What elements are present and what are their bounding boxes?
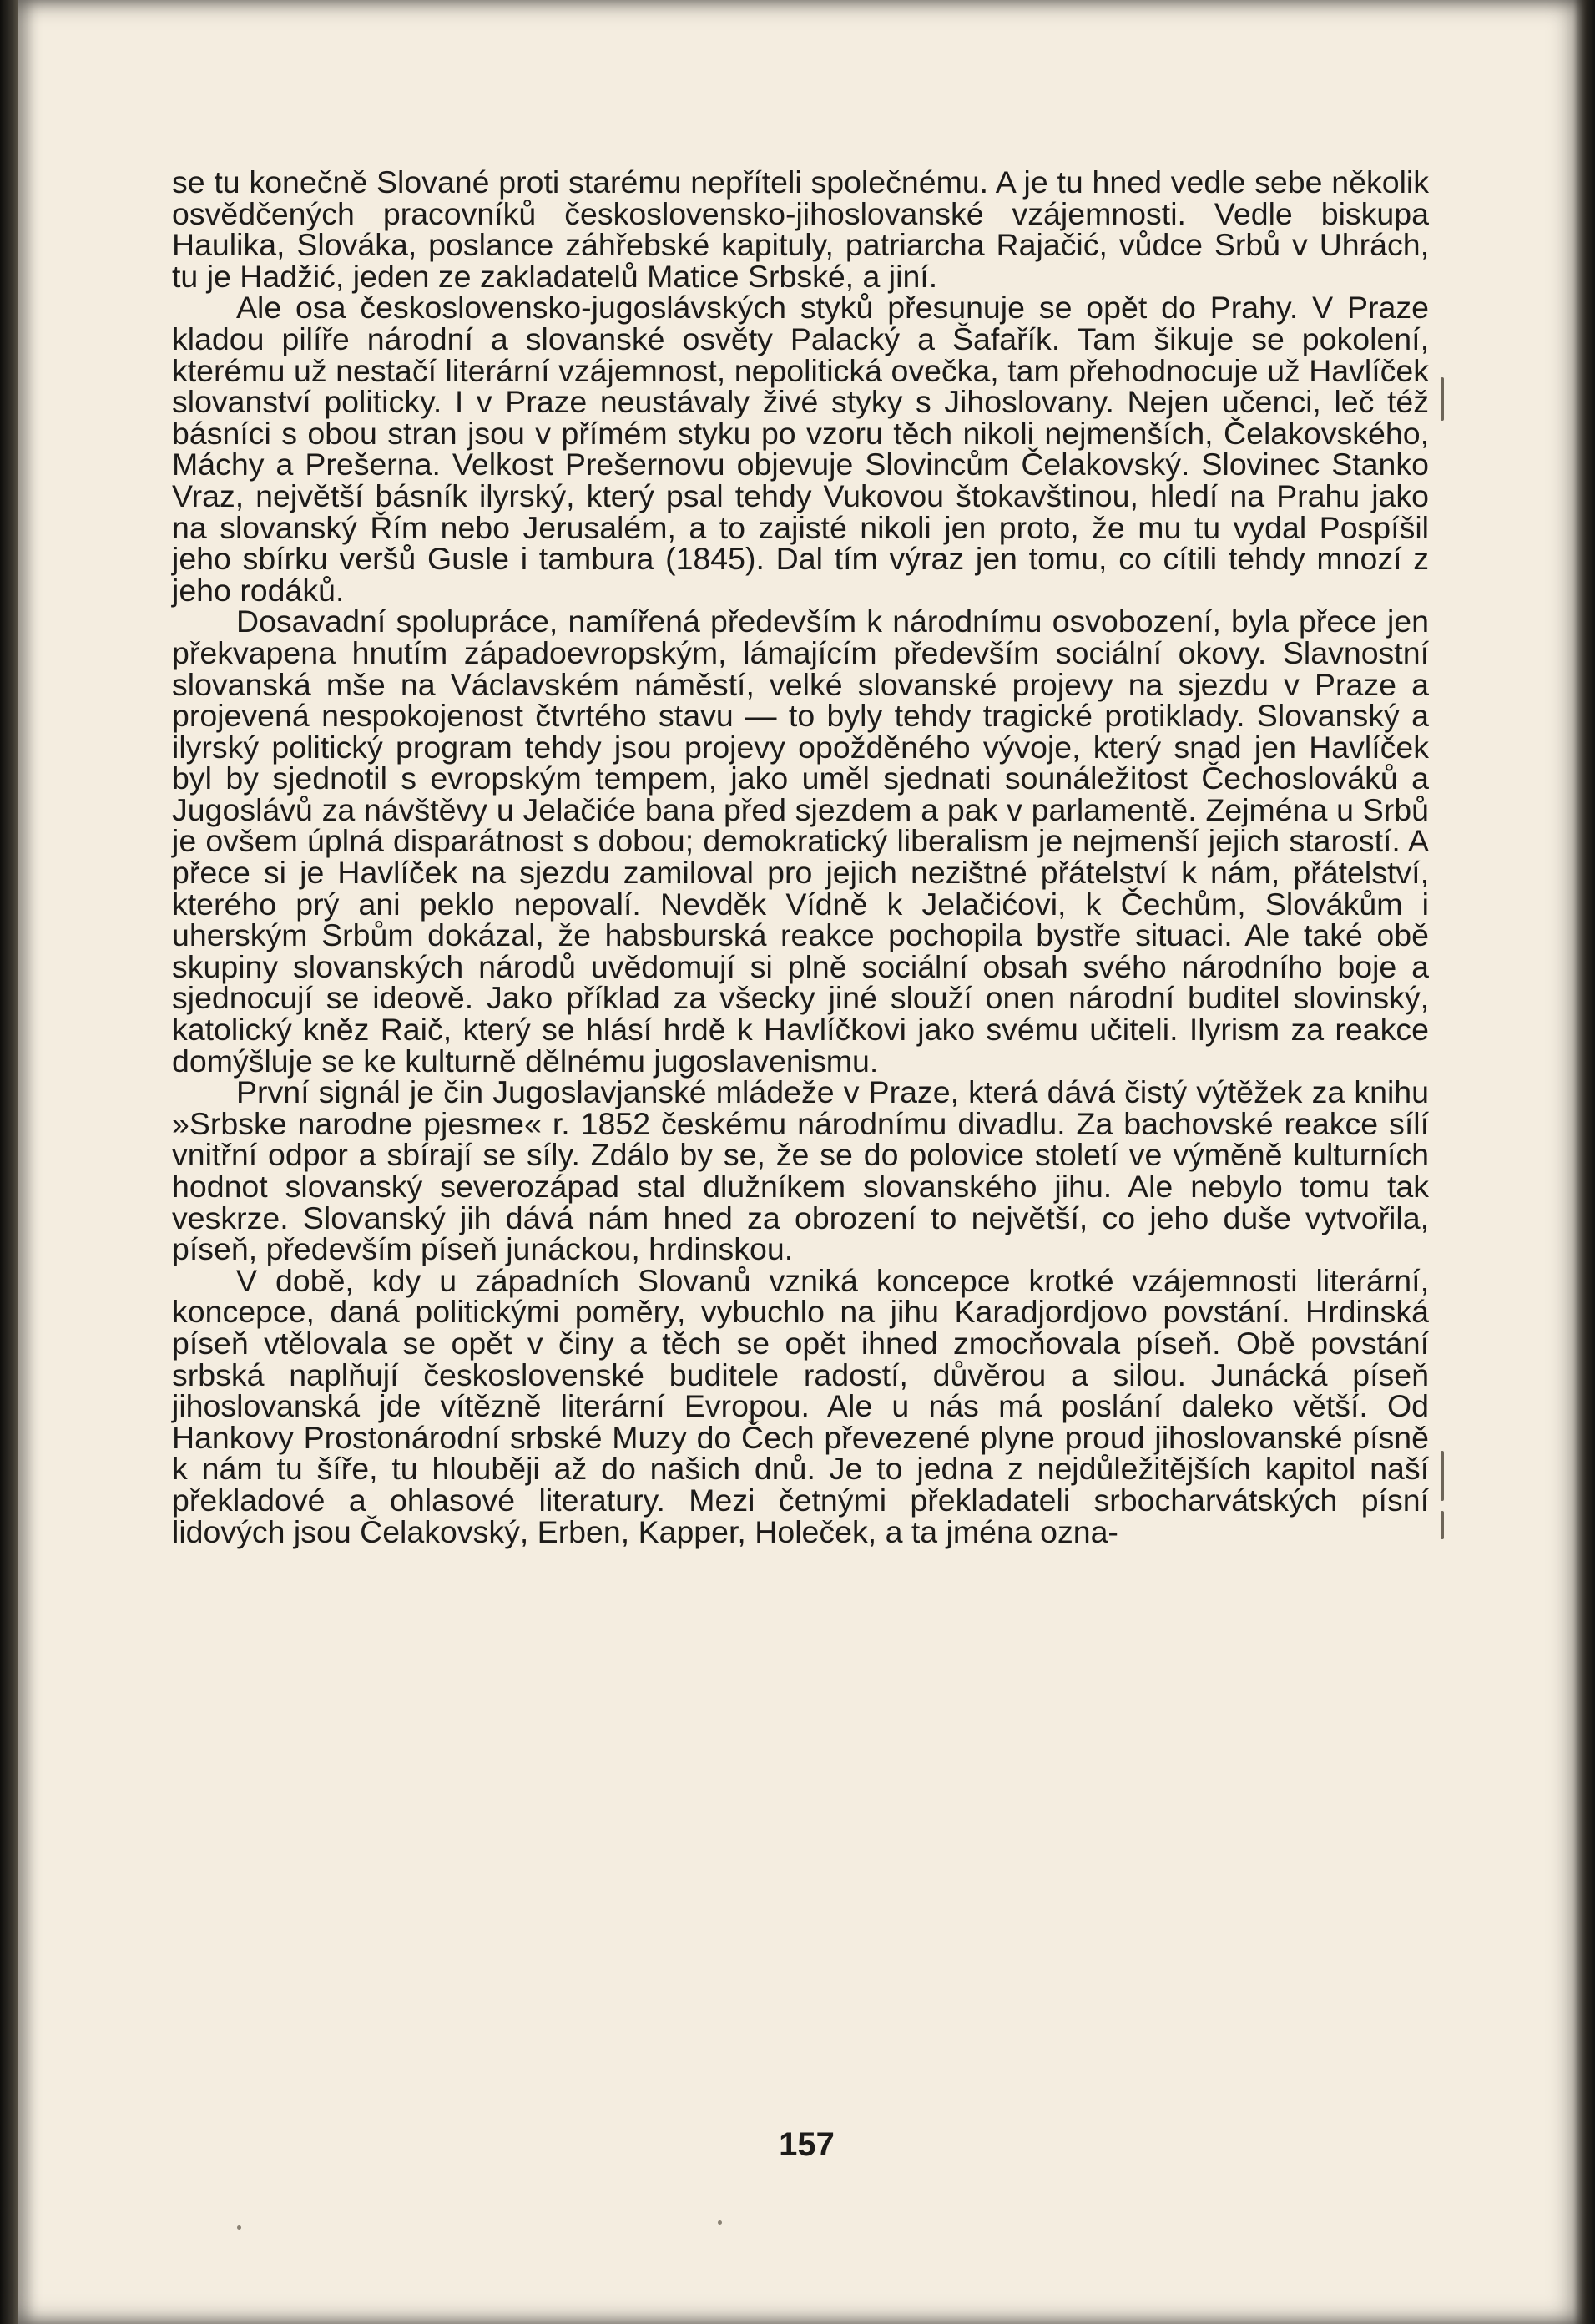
margin-pencil-mark xyxy=(1441,377,1444,421)
book-page xyxy=(18,0,1595,2324)
body-text xyxy=(172,164,1429,1549)
paragraph-1: se tu konečně Slované proti starému nepříteli společnému. A je tu hned vedle sebe několik osvědčených pracovníků československo-jihoslovanské vzájemnosti. Vedle biskupa Haulika, Slováka, poslance záhřebské kapituly, patriarcha Rajačić, vůdce Srbů v Uhrách, tu je Hadžić, jeden ze zakladatelů Matice Srbské, a jiní. xyxy=(172,164,1429,294)
page-edge-shadow xyxy=(1573,0,1595,2324)
paragraph-4: První signál je čin Jugoslavjanské mládeže v Praze, která dává čistý výtěžek za knihu »Srbske narodne pjesme« r. 1852 českému národnímu divadlu. Za bachovské reakce sílí vnitřní odpor a sbírají se síly. Zdálo by se, že se do polovice století ve výměně kulturních hodnot slovanský severozápad stal dlužníkem slovanského jihu. Ale nebylo tomu tak veskrze. Slovanský jih dává nám hned za obrození to největší, co jeho duše vytvořila, píseň, především píseň junáckou, hrdinskou. xyxy=(172,1074,1429,1267)
paragraph-5: V době, kdy u západních Slovanů vzniká koncepce krotké vzájemnosti literární, koncepce, daná politickými poměry, vybuchlo na jihu Karadjordjovo povstání. Hrdinská píseň vtělovala se opět v činy a těch se opět ihned zmocňovala píseň. Obě povstání srbská naplňují československé buditele radostí, důvěrou a silou. Junácká píseň jihoslovanská jde vítězně literární Evropou. Ale u nás má poslání daleko větší. Od Hankovy Prostonárodní srbské Muzy do Čech převezené plyne proud jihoslovanské písně k nám tu šíře, tu hlouběji až do našich dnů. Je to jedna z nejdůležitějších kapitol naší překladové a ohlasové literatury. Mezi četnými překladateli srbocharvátských písní lidových jsou Čelakovský, Erben, Kapper, Holeček, a ta jména ozna- xyxy=(172,1262,1429,1549)
adjacent-page-edge xyxy=(0,0,18,2324)
paragraph-2: Ale osa československo-jugoslávských styků přesunuje se opět do Prahy. V Praze kladou pilíře národní a slovanské osvěty Palacký a Šafařík. Tam šikuje se pokolení, kterému už nestačí literární vzájemnost, nepolitická ovečka, tam přehodnocuje už Havlíček slovanství politicky. I v Praze neustávaly živé styky s Jihoslovany. Nejen učenci, leč též básníci s obou stran jsou v přímém styku po vzoru těch nikoli nejmenších, Čelakovského, Máchy a Prešerna. Velkost Prešernovu objevuje Slovincům Čelakovský. Slovinec Stanko Vraz, největší básník ilyrský, který psal tehdy Vukovou štokavštinou, hledí na Prahu jako na slovanský Řím nebo Jerusalém, a to zajisté nikoli jen proto, že mu tu vydal Pospíšil jeho sbírku veršů Gusle i tambura (1845). Dal tím výraz jen tomu, co cítili tehdy mnozí z jeho rodáků. xyxy=(172,290,1429,608)
paper-speck xyxy=(718,2220,722,2225)
margin-pencil-mark xyxy=(1441,1451,1444,1501)
margin-pencil-mark xyxy=(1441,1511,1444,1539)
paper-speck xyxy=(237,2225,241,2230)
paragraph-3: Dosavadní spolupráce, namířená především k národnímu osvobození, byla přece jen překvapena hnutím západoevropským, lámajícím především sociální okovy. Slavnostní slovanská mše na Václavském náměstí, velké slovanské projevy na sjezdu v Praze a projevená nespokojenost čtvrtého stavu — to byly tehdy tragické protiklady. Slovanský a ilyrský politický program tehdy jsou projevy opožděného vývoje, který snad jen Havlíček byl by sjednotil s evropským tempem, jako uměl sjednati sounáležitost Čechoslováků a Jugoslávů za návštěvy u Jelačiće bana před sjezdem a pak v parlamentě. Zejména u Srbů je ovšem úplná disparátnost s dobou; demokratický liberalism je nejmenší jejich starostí. A přece si je Havlíček na sjezdu zamiloval pro jejich nezištné přátelství k nám, přátelství, kterého prý ani peklo nepovalí. Nevděk Vídně k Jelačićovi, k Čechům, Slovákům i uherským Srbům dokázal, že habsburská reakce pochopila bystře situaci. Ale také obě skupiny slovanských národů uvědomují si plně sociální obsah svého národního boje a sjednocují se ideově. Jako příklad za všecky jiné slouží onen národní buditel slovinský, katolický kněz Raič, který se hlásí hrdě k Havlíčkovi jako svému učiteli. Ilyrism za reakce domýšluje se ke kulturně dělnému jugoslavenismu. xyxy=(172,604,1429,1079)
page-number: 157 xyxy=(779,2126,835,2163)
